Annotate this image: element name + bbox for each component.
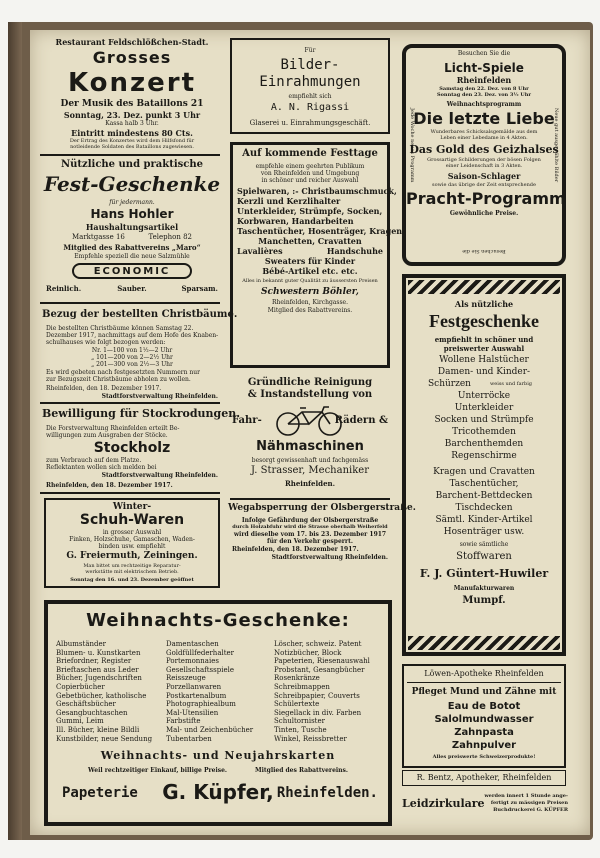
ad-item: Korbwaren, Handarbeiten bbox=[237, 216, 354, 226]
ad-firm: G. Freiermuth, Zeiningen. bbox=[66, 551, 198, 561]
ad-line: Weihnachtsprogramm bbox=[446, 101, 522, 108]
ad-footer-firm: G. Küpfer, bbox=[162, 780, 274, 804]
ad-hohler bbox=[42, 158, 238, 322]
badge-label: ECONOMIC bbox=[93, 266, 171, 277]
product-item: Schreibpapier, Couverts bbox=[274, 691, 360, 700]
ad-heading: Einrahmungen bbox=[259, 74, 361, 90]
ad-product: Zahnpulver bbox=[451, 740, 517, 751]
notice-line: schulhauses wie folgt bezogen werden: bbox=[46, 339, 166, 346]
ad-product: Zahnpasta bbox=[454, 727, 514, 738]
notice-signature: Stadtforstverwaltung Rheinfelden. bbox=[101, 472, 218, 479]
ad-side-text: Neue gut ausgewählte Bilder bbox=[553, 108, 559, 183]
ad-line: Grossartige Schilderungen der bösen Folgen bbox=[427, 157, 541, 163]
ad-product: Eau de Botot bbox=[447, 701, 521, 712]
ad-line: einer Leidenschaft in 3 Akten. bbox=[445, 163, 523, 169]
ad-line: Mitglied des Rabattvereins „Maro“ bbox=[63, 243, 201, 252]
product-item: Copierbücher bbox=[56, 682, 105, 691]
product-item: Kunstbilder, neue Sendung bbox=[56, 734, 153, 743]
divider bbox=[40, 154, 220, 156]
notice-line: „ 201—300 von 2½—3 Uhr bbox=[91, 361, 173, 368]
ad-item: Kragen und Cravatten bbox=[433, 467, 535, 477]
ad-item: Tischdecken bbox=[455, 503, 513, 513]
notice-date: Rheinfelden, den 18. Dezember 1917. bbox=[232, 546, 359, 553]
ad-item: Spielwaren, :- Christbaumschmuck, bbox=[237, 186, 397, 196]
product-item: Löscher, schweiz. Patent bbox=[274, 640, 362, 648]
notice-line: „ 101—200 von 2—2½ Uhr bbox=[91, 354, 173, 361]
economic-badge bbox=[72, 263, 192, 279]
notice-line: Die Forstverwaltung Rheinfelden erteilt Be- bbox=[46, 425, 180, 432]
product-item: Mal-Utensilien bbox=[166, 708, 219, 717]
ad-line: Haushaltungsartikel bbox=[85, 222, 179, 232]
ad-item: Sweaters für Kinder bbox=[264, 256, 356, 266]
product-item: Schülertexte bbox=[274, 700, 320, 709]
ad-line: preiswerter Auswahl bbox=[443, 344, 525, 353]
notice-olsberger bbox=[228, 502, 416, 582]
product-item: Geschäftsbücher bbox=[56, 700, 116, 709]
ad-line: Sonntag den 16. und 23. Dezember geöffnet bbox=[70, 577, 194, 583]
notice-line: durch Holzabfuhr wird die Strasse oberhalb Weiherfeld bbox=[232, 524, 388, 530]
product-item: Mal- und Zeichenbücher bbox=[166, 725, 254, 734]
ad-line: Der Musik des Bataillons 21 bbox=[60, 99, 204, 109]
product-item: Gebetbücher, katholische bbox=[56, 691, 147, 700]
ad-heading: Licht-Spiele bbox=[444, 61, 524, 75]
ad-item: Regenschirme bbox=[451, 451, 517, 461]
ad-line: Empfehle speziell die neue Salzmühle bbox=[74, 253, 190, 260]
product-item: Albumständer bbox=[56, 640, 106, 648]
product-item: Winkel, Reissbretter bbox=[274, 734, 347, 743]
ad-footer-town: Rheinfelden. bbox=[276, 785, 378, 801]
ad-line: Saison-Schlager bbox=[447, 171, 521, 181]
ad-item: Hosenträger usw. bbox=[443, 527, 525, 537]
ad-line: Buchdruckerei G. KÜPFER bbox=[493, 807, 568, 813]
notice-title: Bewilligung für Stockrodungen. bbox=[42, 407, 241, 420]
ad-item: Wollene Halstücher bbox=[439, 355, 529, 365]
ad-line: Wunderbares Schicksalsgemälde aus dem bbox=[430, 129, 538, 135]
ad-line: Sonntag den 23. Dez. von 3½ Uhr bbox=[436, 92, 531, 98]
ad-line: Mitglied des Rabattvereins. bbox=[267, 307, 353, 314]
product-item: Blumen- u. Kunstkarten bbox=[56, 648, 141, 657]
notice-heading: Stockholz bbox=[93, 440, 171, 456]
ad-line: Nützliche und praktische bbox=[61, 159, 203, 170]
ad-line: Telephon 82 bbox=[148, 233, 192, 241]
ad-line: in grosser Auswahl bbox=[102, 529, 162, 536]
ad-item: Bébé-Artikel etc. etc. bbox=[262, 266, 358, 276]
ad-heading: Die letzte Liebe bbox=[413, 109, 555, 128]
product-item: Ill. Bücher, kleine Bildli bbox=[56, 725, 140, 734]
ad-heading: Festgeschenke bbox=[429, 311, 539, 331]
ad-line: sowie sämtliche bbox=[459, 541, 509, 548]
product-item: Tubentarben bbox=[166, 734, 212, 743]
ad-line: R. Bentz, Apotheker, Rheinfelden bbox=[416, 773, 552, 782]
ad-item: Taschentücher, bbox=[449, 479, 519, 489]
ad-item: Tricothemden bbox=[452, 427, 516, 437]
notice-line: Dezember 1917, nachmittags auf dem Hofe des Knaben- bbox=[46, 332, 219, 339]
ad-item: Barchent-Bettdecken bbox=[435, 491, 533, 501]
product-item: Gesellschaftsspiele bbox=[166, 665, 234, 674]
ad-item: Sämtl. Kinder-Artikel bbox=[435, 515, 533, 525]
ad-line: Besuchen Sie die bbox=[462, 248, 506, 254]
ad-schuhwaren bbox=[44, 498, 220, 588]
ad-firm: J. Strasser, Mechaniker bbox=[251, 465, 369, 476]
product-item: Brieftaschen aus Leder bbox=[56, 665, 139, 674]
product-column-1 bbox=[56, 640, 152, 743]
ad-line: Kassa halb 3 Uhr. bbox=[105, 120, 159, 127]
ad-line: Gewöhnliche Preise. bbox=[449, 210, 519, 217]
ad-line: von Rheinfelden und Umgebung bbox=[260, 170, 360, 177]
ad-footer-label: Papeterie bbox=[62, 785, 138, 801]
notice-line: zur Bezugszeit Christbäume abholen zu wollen. bbox=[46, 376, 191, 383]
ad-side-text: Jede Woche neues Programm bbox=[409, 108, 415, 183]
ad-line: Samstag den 22. Dez. von 8 Uhr bbox=[439, 86, 529, 92]
ad-line: Sparsam. bbox=[181, 284, 218, 293]
product-item: Portemonnaies bbox=[166, 657, 219, 666]
ad-apotheke-footer bbox=[402, 770, 566, 786]
notice-signature: Stadtforstverwaltung Rheinfelden. bbox=[101, 393, 218, 400]
notice-line: zum Verbrauch auf dem Platze. bbox=[46, 457, 142, 464]
product-item: Reisszeuge bbox=[166, 674, 206, 683]
ad-item: Socken und Strümpfe bbox=[434, 415, 534, 425]
product-item: Gesangbuchtaschen bbox=[56, 708, 128, 717]
notice-title: Bezug der bestellten Christbäume. bbox=[42, 309, 238, 320]
ad-line: Manufakturwaren bbox=[453, 585, 515, 592]
ad-heading: Pracht-Programm bbox=[406, 189, 566, 208]
ad-line: Für bbox=[304, 47, 316, 54]
ad-line: Alles preiswerte Schweizerprodukte! bbox=[432, 754, 536, 760]
ad-line: Rheinfelden bbox=[456, 75, 512, 85]
ad-firm: Hans Hohler bbox=[90, 207, 174, 221]
ad-line: Alles in bekannt guter Qualität zu äussersten Preisen bbox=[242, 278, 378, 284]
ad-firm: Schwestern Böhler, bbox=[261, 287, 359, 297]
notice-line: willigungen zum Ausgraben der Stöcke. bbox=[46, 432, 168, 439]
product-column-2 bbox=[166, 640, 253, 743]
ad-leidzirkulare bbox=[400, 790, 570, 826]
ad-firm: F. J. Güntert-Huwiler bbox=[419, 567, 549, 580]
ad-line: Finken, Holzschuhe, Gamaschen, Waden- bbox=[69, 536, 195, 543]
ad-firm: A. N. Rigassi bbox=[270, 102, 350, 113]
ad-kuepfer bbox=[44, 600, 392, 826]
ad-line: Man bittet um rechtzeitige Reparatur- bbox=[83, 563, 181, 569]
ad-line: weiss und farbig bbox=[489, 381, 532, 387]
product-item: Siegellack in div. Farben bbox=[274, 708, 362, 717]
product-item: Postkartenalbum bbox=[166, 691, 227, 700]
ad-heading: Pfleget Mund und Zähne mit bbox=[411, 687, 557, 697]
ad-apotheke bbox=[402, 664, 566, 768]
ad-heading: Leidzirkulare bbox=[402, 797, 485, 810]
ad-restaurant-konzert bbox=[42, 36, 222, 152]
product-item: Briefordner, Register bbox=[56, 657, 132, 666]
ad-line: Sonntag, 23. Dez. punkt 3 Uhr bbox=[63, 110, 201, 120]
ad-heading: Das Gold des Geizhalses bbox=[409, 143, 559, 156]
ad-line: Besuchen Sie die bbox=[457, 50, 511, 57]
ad-line: empfehle einem geehrten Publikum bbox=[255, 163, 365, 170]
ad-line: Marktgasse 16 bbox=[72, 233, 125, 241]
ad-item: Lavalières bbox=[237, 246, 283, 256]
ad-item: Kerzli und Kerzlihalter bbox=[237, 196, 341, 206]
notice-line: Infolge Gefährdung der Olsbergerstraße bbox=[241, 517, 379, 524]
ad-guentert bbox=[402, 274, 566, 656]
ad-line: für jedermann. bbox=[109, 199, 155, 206]
divider bbox=[40, 402, 220, 404]
ad-heading: Bilder- bbox=[280, 57, 340, 73]
product-item: Notizbücher, Block bbox=[274, 648, 342, 657]
product-column-3 bbox=[274, 640, 370, 743]
product-item: Bücher, Jugendschriften bbox=[56, 674, 142, 683]
ad-heading: Schuh-Waren bbox=[79, 512, 185, 528]
ad-line: fertigt zu mässigen Preisen bbox=[490, 800, 568, 806]
ad-line: Restaurant Feldschlößchen-Stadt. bbox=[55, 37, 209, 47]
ad-heading: Weihnachts-Geschenke: bbox=[86, 610, 350, 631]
ad-line: empfiehlt sich bbox=[288, 93, 332, 100]
notice-title: Wegabsperrung der Olsbergerstraße. bbox=[228, 503, 416, 513]
product-item: Photographiealbum bbox=[166, 700, 236, 709]
newspaper-page bbox=[30, 30, 590, 835]
ad-line: binden usw. empfiehlt bbox=[98, 543, 166, 550]
ad-line: werden innert 1 Stunde ange- bbox=[484, 793, 568, 799]
divider bbox=[40, 492, 220, 494]
ad-line: Rheinfelden, Kirchgasse. bbox=[271, 299, 348, 306]
ad-slogan: Mitglied des Rabattvereins. bbox=[254, 767, 348, 774]
product-item: Porzellanwaren bbox=[166, 682, 222, 691]
ad-line: Der Ertrag des Konzertes wird dem Hilfsfond für bbox=[69, 138, 195, 144]
ad-lichtspiele bbox=[402, 44, 566, 266]
notice-line: Rheinfelden, den 18. Dezember 1917. bbox=[46, 385, 162, 392]
ornament-border bbox=[408, 636, 560, 650]
product-item: Schreibmappen bbox=[274, 682, 330, 691]
ad-line: Sauber. bbox=[117, 284, 147, 293]
ad-line: notleidende Soldaten des Bataillons zugewiesen. bbox=[70, 144, 194, 150]
notice-line: Reflektanten wollen sich melden bei bbox=[46, 464, 157, 471]
product-item: Schultornister bbox=[274, 717, 325, 726]
product-item: Damentaschen bbox=[166, 640, 219, 648]
ad-heading: Gründliche Reinigung bbox=[247, 377, 373, 388]
product-item: Goldfüllfederhalter bbox=[166, 648, 235, 657]
ad-heading: Konzert bbox=[67, 68, 197, 98]
ad-line: Grosses bbox=[92, 48, 172, 67]
product-item: Papeterien, Riesenauswahl bbox=[274, 657, 370, 666]
product-item: Tinten, Tusche bbox=[274, 725, 327, 734]
ad-product: Salolmundwasser bbox=[434, 714, 534, 725]
ad-heading: Nähmaschinen bbox=[256, 439, 364, 454]
ad-line: in schöner und reicher Auswahl bbox=[261, 177, 359, 184]
ad-line: Mumpf. bbox=[462, 595, 506, 606]
notice-signature: Stadtforstverwaltung Rheinfelden. bbox=[271, 554, 388, 561]
ad-line: empfiehlt in schöner und bbox=[434, 335, 534, 344]
ad-line: Rheinfelden. bbox=[284, 479, 336, 488]
ad-strasser bbox=[228, 376, 416, 516]
ad-line: Glaserei u. Einrahmungsgeschäft. bbox=[249, 119, 371, 127]
ad-heading: Auf kommende Festtage bbox=[242, 148, 378, 159]
ad-item: Stoffwaren bbox=[456, 551, 512, 562]
ornament-border bbox=[408, 280, 560, 294]
ad-heading: Fest-Geschenke bbox=[43, 172, 221, 196]
ad-item: Handschuhe bbox=[326, 246, 383, 256]
book-spine bbox=[8, 22, 22, 840]
ad-heading: & Instandstellung von bbox=[247, 389, 373, 400]
ad-item: Barchenthemden bbox=[444, 439, 524, 449]
notice-line: für den Verkehr gesperrt. bbox=[267, 538, 353, 545]
ad-line: Rädern & bbox=[334, 415, 388, 426]
product-item: Probstant, Gesangbücher bbox=[274, 665, 365, 674]
ad-item: Damen- und Kinder- bbox=[437, 367, 531, 377]
ad-item: Unterröcke bbox=[457, 391, 511, 401]
divider bbox=[230, 498, 390, 500]
ad-boehler bbox=[230, 142, 403, 368]
ad-karten: Weihnachts- und Neujahrskarten bbox=[100, 749, 336, 762]
ad-line: Fahr- bbox=[232, 415, 262, 426]
ad-line: sowie das übrige der Zeit entsprechende bbox=[432, 182, 536, 188]
ad-line: Winter- bbox=[112, 502, 152, 512]
ad-line: Eintritt mindestens 80 Cts. bbox=[71, 128, 193, 138]
notice-line: Nr. 1—100 von 1½—2 Uhr bbox=[91, 347, 173, 354]
ad-line: Löwen-Apotheke Rheinfelden bbox=[424, 669, 544, 678]
notice-line: wird dieselbe vom 17. bis 23. Dezember 1917 bbox=[233, 531, 387, 538]
divider bbox=[407, 682, 561, 683]
product-item: Farbstifte bbox=[166, 717, 201, 726]
ad-line: Reinlich. bbox=[46, 284, 82, 293]
ad-bilder bbox=[230, 38, 390, 134]
ad-line: Leben einer Lebedame in 4 Akten. bbox=[440, 135, 528, 141]
notice-line: Die bestellten Christbäume können Samstag 22. bbox=[46, 325, 194, 332]
ad-slogan: Weil rechtzeitiger Einkauf, billige Preise. bbox=[88, 767, 228, 774]
ad-item: Unterkleider, Strümpfe, Socken, bbox=[237, 206, 383, 216]
ad-line: besorgt gewissenhaft und fachgemäss bbox=[251, 457, 369, 464]
ad-item: Schürzen bbox=[428, 379, 471, 389]
ad-item: Manchetten, Cravatten bbox=[258, 236, 362, 246]
notice-date: Rheinfelden, den 18. Dezember 1917. bbox=[46, 482, 173, 489]
ad-item: Taschentücher, Hosenträger, Kragen bbox=[237, 226, 403, 236]
ad-line: Als nützliche bbox=[454, 299, 514, 309]
product-item: Rosenkränze bbox=[274, 674, 320, 683]
product-item: Gummi, Leim bbox=[56, 717, 104, 726]
ad-item: Unterkleider bbox=[454, 403, 514, 413]
notice-line: Es wird gebeten nach festgesetzten Nummern nur bbox=[46, 369, 200, 376]
divider bbox=[40, 302, 220, 304]
ad-line: werkstätte mit elektrischem Betrieb. bbox=[85, 569, 179, 575]
